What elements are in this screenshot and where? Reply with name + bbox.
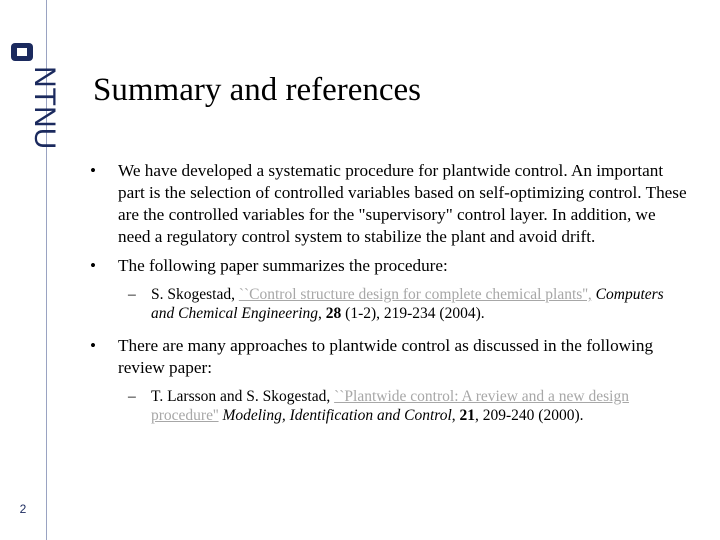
list-item bbox=[90, 335, 690, 379]
bullet-marker: • bbox=[90, 161, 97, 180]
reference-journal: Computers and Chemical Engineering bbox=[151, 286, 664, 322]
reference-authors: S. Skogestad, bbox=[151, 286, 235, 303]
reference-authors: T. Larsson and S. Skogestad, bbox=[151, 388, 331, 405]
bullet-text: There are many approaches to plantwide control as discussed in the following review paper: bbox=[118, 336, 654, 377]
logo-text: NTNU bbox=[28, 66, 61, 150]
bullet-marker: • bbox=[90, 256, 97, 275]
bullet-text: We have developed a systematic procedure for plantwide control. An important part is the selection of controlled variables based on self-optimizing control. These are the controlled variables for the "supervisory" control layer. In addition, we need a regulatory control system to stabilize the plant and avoid drift. bbox=[118, 161, 687, 246]
reference-journal: Modeling, Identification and Control bbox=[222, 407, 452, 424]
list-item bbox=[90, 160, 690, 248]
bullet-marker: • bbox=[90, 336, 97, 355]
reference-separator: , bbox=[451, 407, 456, 424]
reference-item bbox=[90, 285, 690, 323]
slide-body bbox=[90, 160, 690, 437]
bullet-text: The following paper summarizes the procedure: bbox=[118, 256, 448, 275]
reference-volume: 21 bbox=[459, 407, 476, 424]
dash-marker: – bbox=[128, 286, 136, 303]
ntnu-logo-icon bbox=[0, 36, 61, 170]
slide-title: Summary and references bbox=[93, 72, 422, 108]
reference-details: , 209-240 (2000). bbox=[475, 407, 584, 424]
dash-marker: – bbox=[128, 388, 136, 405]
reference-item bbox=[90, 387, 690, 425]
page-number: 2 bbox=[19, 502, 27, 516]
reference-link[interactable]: ``Control structure design for complete chemical plants'', bbox=[238, 286, 592, 303]
ntnu-sidebar bbox=[0, 0, 61, 540]
list-item bbox=[90, 255, 690, 277]
reference-link[interactable]: ``Plantwide control: A review and a new design procedure'' bbox=[151, 388, 629, 424]
bullet-list bbox=[90, 160, 690, 425]
reference-details: (1-2), 219-234 (2004). bbox=[345, 305, 485, 322]
reference-volume: 28 bbox=[325, 305, 342, 322]
reference-separator: , bbox=[318, 305, 322, 322]
